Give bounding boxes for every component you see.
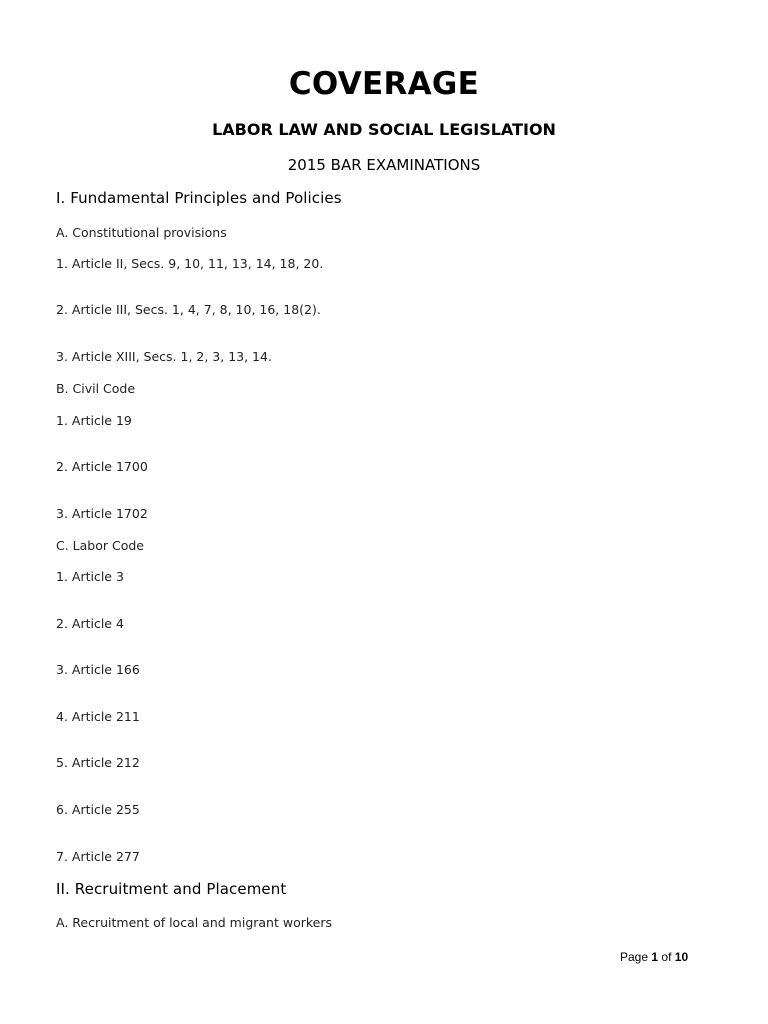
list-item: 2. Article 4 xyxy=(56,616,124,631)
subsection-recruitment-workers: A. Recruitment of local and migrant workers xyxy=(56,915,333,930)
section-heading-recruitment-placement: II. Recruitment and Placement xyxy=(56,880,287,898)
page-word: Page xyxy=(620,950,649,964)
list-item: 2. Article 1700 xyxy=(56,459,148,474)
list-item: 2. Article III, Secs. 1, 4, 7, 8, 10, 16, 18(2). xyxy=(56,302,321,317)
list-item: 1. Article II, Secs. 9, 10, 11, 13, 14, 18, 20. xyxy=(56,256,324,271)
exam-year-heading: 2015 BAR EXAMINATIONS xyxy=(287,156,481,174)
list-item: 3. Article 166 xyxy=(56,662,140,677)
list-item: 5. Article 212 xyxy=(56,755,140,770)
list-item: 4. Article 211 xyxy=(56,709,140,724)
current-page-number: 1 xyxy=(651,950,659,964)
section-heading-fundamental-principles: I. Fundamental Principles and Policies xyxy=(56,189,342,207)
list-item: 1. Article 19 xyxy=(56,413,132,428)
list-item: 7. Article 277 xyxy=(56,849,140,864)
subsection-labor-code: C. Labor Code xyxy=(56,538,144,553)
subsection-constitutional-provisions: A. Constitutional provisions xyxy=(56,225,227,240)
document-subtitle: LABOR LAW AND SOCIAL LEGISLATION xyxy=(212,120,556,139)
of-word: of xyxy=(661,950,672,964)
subsection-civil-code: B. Civil Code xyxy=(56,381,136,396)
list-item: 3. Article 1702 xyxy=(56,506,148,521)
list-item: 6. Article 255 xyxy=(56,802,140,817)
page-number-footer xyxy=(620,950,688,964)
list-item: 1. Article 3 xyxy=(56,569,124,584)
document-title: COVERAGE xyxy=(288,66,480,102)
total-pages-number: 10 xyxy=(674,950,689,964)
list-item: 3. Article XIII, Secs. 1, 2, 3, 13, 14. xyxy=(56,349,272,364)
